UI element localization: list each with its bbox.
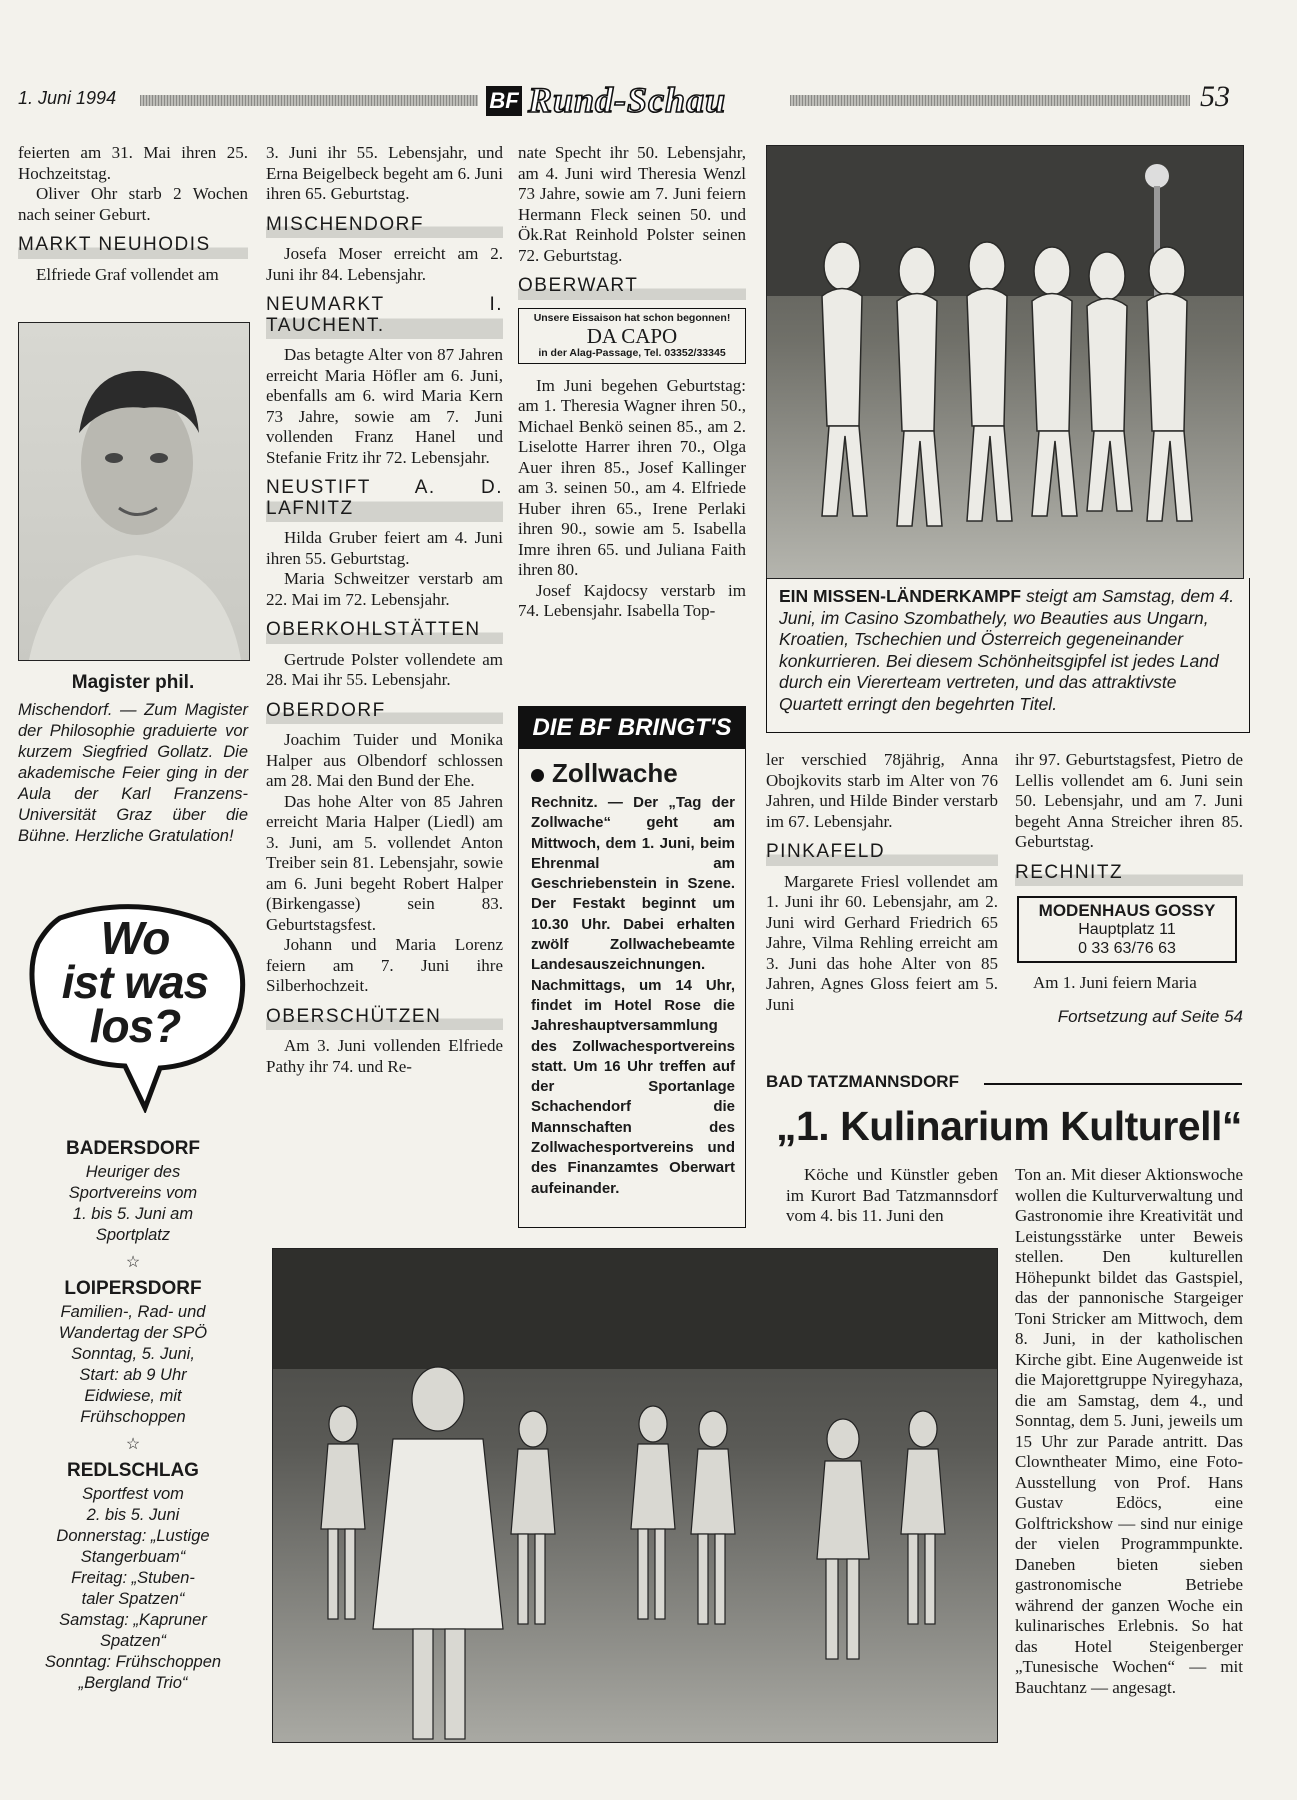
col4-p1: ler verschied 78jährig, Anna Obojkovits starb im Alter von 76 Jahren, und Hilde Binder verstarb im 67. Lebensjahr. xyxy=(766,750,998,831)
col1-intro-1: feierten am 31. Mai ihren 25. Hochzeitstag. xyxy=(18,143,248,183)
ad-phone: 0 33 63/76 63 xyxy=(1078,940,1176,957)
section-heading-oberkohlstaetten: OBERKOHLSTÄTTEN xyxy=(266,618,503,644)
portrait-caption xyxy=(18,672,248,847)
section-heading-markt-neuhodis: MARKT NEUHODIS xyxy=(18,233,248,259)
bringts-title-text: Zollwache xyxy=(552,758,678,788)
event-detail: Frühschoppen xyxy=(80,1408,186,1426)
event-detail: 1. bis 5. Juni am xyxy=(72,1205,194,1223)
event-detail: Sonntag, 5. Juni, xyxy=(71,1345,195,1363)
col2-intro: 3. Juni ihr 55. Lebensjahr, und Erna Beigelbeck begeht am 6. Juni ihren 65. Geburtstag. xyxy=(266,143,503,203)
event-detail: Freitag: „Stuben- xyxy=(71,1569,195,1587)
event-detail: Wandertag der SPÖ xyxy=(58,1324,208,1342)
caption-title: Magister phil. xyxy=(71,672,195,693)
event-place-redlschlag: REDLSCHLAG xyxy=(67,1460,199,1481)
wo-ist-was-los-bubble xyxy=(20,898,250,1113)
ad-line-2: DA CAPO xyxy=(586,323,678,348)
col2-s5-p2: Das hohe Alter von 85 Jahren erreicht Maria Halper (Liedl) am 3. Juni, am 5. vollendet Anton Treiber sein 81. Lebensjahr, sowie am 6. Juni begeht Robert Halper (Birkengasse) sein 83. Geburtstagsfest. xyxy=(266,791,503,934)
section-heading-oberwart: OBERWART xyxy=(518,274,746,300)
bubble-line-3: los? xyxy=(89,1000,181,1052)
event-detail: Heuriger des xyxy=(85,1163,181,1181)
events-list xyxy=(18,1138,248,1694)
ad-line-3: in der Alag-Passage, Tel. 03352/33345 xyxy=(538,346,726,359)
col2-s1-text: Josefa Moser erreicht am 2. Juni ihr 84. Lebensjahr. xyxy=(266,244,503,284)
col2-s3-p2: Maria Schweitzer verstarb am 22. Mai im 72. Lebensjahr. xyxy=(266,569,503,609)
bringts-text: Rechnitz. — Der „Tag der Zollwache“ geht am Mittwoch, dem 1. Juni, beim Ehrenmal am Geschriebenstein in Szene. Der Festakt beginnt um 10.30 Uhr. Dabei erhalten zwölf Zollwachebeamte Landesauszeichnungen. Nachmittags, um 14 Uhr, findet im Hotel Rose die Jahreshauptversammlung des Zollwachesportvereins statt. Um 16 Uhr treffen auf der Sportanlage Schachendorf die Mannschaften des Zollwachesportvereins und des Finanzamtes Oberwart aufeinander. xyxy=(531,794,735,1197)
issue-date: 1. Juni 1994 xyxy=(18,88,117,108)
event-detail: Stangerbuam“ xyxy=(80,1548,186,1566)
continued-note: Fortsetzung auf Seite 54 xyxy=(1057,1006,1243,1026)
event-detail: Start: ab 9 Uhr xyxy=(79,1366,187,1384)
portrait-photo xyxy=(18,322,250,661)
section-heading-neumarkt: NEUMARKT I. TAUCHENT. xyxy=(266,293,503,339)
column-3 xyxy=(518,143,746,622)
column-5 xyxy=(1015,750,1243,1027)
bf-bringts-box xyxy=(518,706,746,1228)
col1-intro-2: Oliver Ohr starb 2 Wochen nach seiner Geburt. xyxy=(18,184,248,224)
event-detail: Sportfest vom xyxy=(82,1485,184,1503)
column-4 xyxy=(766,750,998,1015)
col1-sec1-text: Elfriede Graf vollendet am xyxy=(36,264,219,284)
ad-title: MODENHAUS GOSSY xyxy=(1038,901,1216,920)
caption-bold: EIN MISSEN-LÄNDERKAMPF xyxy=(779,586,1022,606)
col2-s5-p3: Johann und Maria Lorenz feiern am 7. Juni ihre Silberhochzeit. xyxy=(266,935,503,995)
ad-line-1: Unsere Eissaison hat schon begonnen! xyxy=(533,311,731,324)
masthead-rule-left xyxy=(140,95,478,106)
star-separator: ☆ xyxy=(125,1436,141,1453)
event-detail: Spatzen“ xyxy=(99,1632,167,1650)
article-p2: Ton an. Mit dieser Aktionswoche wollen die Kulturverwaltung und Gastronomie ihre Kreativität und Leistungsstärke unter Beweis stellen. Den kulturellen Höhepunkt bildet das Gastspiel, das der pannonische Stargeiger Toni Stricker am Mittwoch, dem 8. Juni, in der katholischen Kirche gibt. Eine Augenweide ist die Majorettgruppe Nyiregyhaza, die am Samstag, dem 4., und Sonntag, dem 5. Juni, jeweils um 15 Uhr zur Parade antritt. Das Clowntheater Mimo, eine Foto-Ausstellung von Prof. Hans Gustav Edöcs, eine Golftrickshow — sind nur einige der vielen Programmpunkte. Daneben bieten sieben gastronomische Betriebe während der ganzen Woche ein kulinarisches Erlebnis. So hat das Hotel Steigenberger „Tunesische Wochen“ — mit Bauchtanz — angesagt. xyxy=(1015,1165,1243,1697)
article-p1: Köche und Künstler geben im Kurort Bad Tatzmannsdorf vom 4. bis 11. Juni den xyxy=(786,1165,998,1225)
modenhaus-ad xyxy=(1017,896,1237,963)
col5-p2: Am 1. Juni feiern Maria xyxy=(1033,973,1197,992)
event-detail: Sonntag: Frühschoppen xyxy=(44,1653,222,1671)
col3-intro: nate Specht ihr 50. Lebensjahr, am 4. Juni wird Theresia Wenzl 73 Jahre, sowie am 7. Juni feiern Hermann Fleck seinen 50. und Ök.Rat Reinhold Polster seinen 72. Geburtstag. xyxy=(518,143,746,265)
col2-s2-text: Das betagte Alter von 87 Jahren erreicht Maria Höfler am 6. Juni, ebenfalls am 6. wird Maria Kern 73 Jahre, sowie am 7. Juni vollenden Franz Hanel und Stefanie Fritz ihr 72. Lebensjahr. xyxy=(266,345,503,467)
event-place-badersdorf: BADERSDORF xyxy=(65,1138,201,1159)
event-detail: taler Spatzen“ xyxy=(81,1590,185,1608)
section-heading-oberschuetzen: OBERSCHÜTZEN xyxy=(266,1005,503,1031)
majorettes-illustration xyxy=(273,1249,997,1742)
portrait-illustration xyxy=(19,323,249,660)
masthead-rule-right xyxy=(790,95,1190,106)
section-heading-neustift: NEUSTIFT A. D. LAFNITZ xyxy=(266,476,503,522)
column-1 xyxy=(18,143,248,285)
event-detail: 2. bis 5. Juni xyxy=(86,1506,180,1524)
kicker-rule xyxy=(984,1083,1242,1085)
missen-caption-paragraph xyxy=(779,586,1241,715)
article-col-left xyxy=(786,1165,998,1227)
event-detail: „Bergland Trio“ xyxy=(78,1674,188,1692)
col3-p2: Josef Kajdocsy verstarb im 74. Lebensjahr. Isabella Top- xyxy=(518,580,746,620)
col2-s3-p1: Hilda Gruber feiert am 4. Juni ihren 55. Geburtstag. xyxy=(266,528,503,568)
da-capo-ad xyxy=(518,308,746,364)
col3-p1: Im Juni begehen Geburtstag: am 1. Theresia Wagner ihren 50., Michael Benkö seinen 85., am 2. Liselotte Harrer ihren 70., Olga Auer ihren 85., Josef Kallinger am 3. seinen 50., am 4. Elfriede Huber ihren 65., Irene Perlaki ihren 90., sowie am 5. Isabella Imre ihren 65. und Juliana Faith ihren 80. xyxy=(518,375,746,579)
article-headline: „1. Kulinarium Kulturell“ xyxy=(776,1103,1242,1149)
event-detail: Sportvereins vom xyxy=(68,1184,198,1202)
event-place-loipersdorf: LOIPERSDORF xyxy=(64,1278,202,1299)
col2-s6-text: Am 3. Juni vollenden Elfriede Pathy ihr 74. und Re- xyxy=(266,1036,503,1076)
article-col-right xyxy=(1015,1165,1243,1698)
event-detail: Sportplatz xyxy=(95,1226,171,1244)
bubble-line-2: ist was xyxy=(61,956,209,1008)
section-heading-mischendorf: MISCHENDORF xyxy=(266,213,503,239)
ad-address: Hauptplatz 11 xyxy=(1078,921,1176,938)
star-separator: ☆ xyxy=(125,1254,141,1271)
event-detail: Eidwiese, mit xyxy=(84,1387,182,1405)
missen-photo xyxy=(766,145,1244,579)
missen-illustration xyxy=(767,146,1243,578)
bullet-icon xyxy=(531,769,544,782)
bringts-title xyxy=(531,757,735,789)
section-heading-pinkafeld: PINKAFELD xyxy=(766,840,998,866)
article-kicker: BAD TATZMANNSDORF xyxy=(766,1072,959,1091)
event-detail: Donnerstag: „Lustige xyxy=(56,1527,210,1545)
col2-s5-p1: Joachim Tuider und Monika Halper aus Olbendorf schlossen am 28. Mai den Bund der Ehe. xyxy=(266,730,503,790)
event-detail: Familien-, Rad- und xyxy=(60,1303,206,1321)
bubble-line-1: Wo xyxy=(100,912,170,964)
section-heading-oberdorf: OBERDORF xyxy=(266,699,503,725)
bf-logo: BF xyxy=(486,86,522,116)
masthead-title: Rund-Schau xyxy=(528,80,727,120)
caption-text: Mischendorf. — Zum Magister der Philosophie graduierte vor kurzem Siegfried Gollatz. Die akademische Feier ging in der Aula der Karl Franzens-Universität Graz über die Bühne. Herzliche Gratulation! xyxy=(18,701,248,845)
col5-p1: ihr 97. Geburtstagsfest, Pietro de Lellis vollendet am 6. Juni sein 50. Lebensjahr, und am 7. Juni begeht Anna Streicher ihren 85. Geburtstag. xyxy=(1015,750,1243,851)
caption-rest: steigt am Samstag, dem 4. Juni, im Casino Szombathely, wo Beauties aus Ungarn, Kroatien, Tschechien und Österreich gegeneinander konkurrieren. Bei diesem Schönheitsgipfel ist jedes Land durch ein Viererteam vertreten, und das attraktivste Quartett erringt den begehrten Titel. xyxy=(779,586,1235,714)
col2-s4-text: Gertrude Polster vollendete am 28. Mai ihr 55. Lebensjahr. xyxy=(266,649,503,689)
page-number: 53 xyxy=(1200,80,1230,113)
col4-s1-text: Margarete Friesl vollendet am 1. Juni ihr 60. Lebensjahr, am 2. Juni wird Gerhard Friedrich 65 Jahre, Vilma Rehling erreicht am 3. Juni das hohe Alter von 85 Jahren, Agnes Gloss feiert am 5. Juni xyxy=(766,871,998,1014)
bringts-banner: DIE BF BRINGT'S xyxy=(519,707,745,749)
column-2 xyxy=(266,143,503,1077)
majorettes-photo xyxy=(272,1248,998,1743)
event-detail: Samstag: „Kapruner xyxy=(59,1611,207,1629)
missen-caption xyxy=(766,578,1250,733)
section-heading-rechnitz: RECHNITZ xyxy=(1015,861,1243,887)
